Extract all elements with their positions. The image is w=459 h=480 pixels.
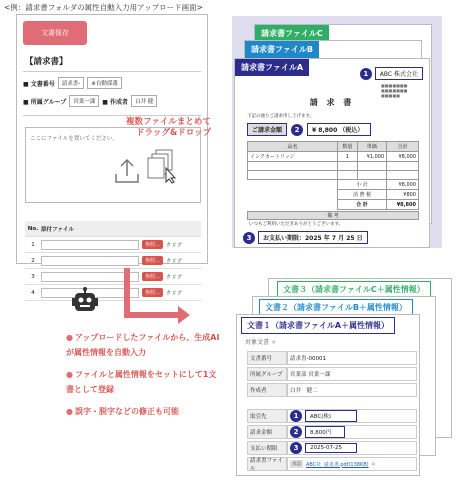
field-value[interactable] [287, 425, 417, 439]
col-qty: 数量 [338, 142, 358, 152]
item-price: ¥1,000 [357, 152, 386, 162]
total-label: 合 計 [338, 200, 387, 210]
item-row [248, 152, 419, 162]
doc-number-select[interactable]: 請求書- [58, 77, 85, 89]
company-name: ABC 株式会社 [375, 67, 423, 80]
table-header [25, 221, 201, 237]
group-select[interactable]: 営業一課 [69, 95, 99, 107]
robot-icon [70, 286, 100, 316]
file-input[interactable] [41, 240, 139, 250]
header-no: No. [27, 225, 39, 232]
result-doc-3-tab: 文書３（請求書ファイルC＋属性情報） [277, 281, 431, 298]
subtotal-value: ¥8,000 [387, 180, 419, 190]
table-row [25, 237, 201, 253]
doc-number-auto: ※自動採番 [87, 77, 122, 89]
author-select[interactable]: 白井 健 [131, 95, 157, 107]
row-no: 1 [31, 241, 35, 248]
field-label: 作成者 [247, 383, 287, 397]
browse-button[interactable]: 参照... [142, 240, 163, 249]
invoice-a [234, 58, 430, 248]
total-row [248, 200, 419, 210]
group-row [23, 95, 157, 107]
table-row [25, 269, 201, 285]
caption: <例：請求書フォルダの属性自動入力用アップロード画面> [4, 3, 203, 12]
amount-value: ¥ 8,800 （税込） [307, 123, 371, 136]
browse-button[interactable]: 参照... [142, 256, 163, 265]
table-row [25, 285, 201, 301]
table-row [25, 253, 201, 269]
field-label: 支払い期限 [247, 441, 287, 455]
target-doc-label: 対象文書 ★ [245, 339, 277, 346]
col-name: 品名 [248, 142, 338, 152]
empty-row [248, 162, 419, 171]
total-value: ¥8,800 [387, 200, 419, 210]
save-button[interactable]: 文書保存 [23, 21, 87, 45]
field-value: 白井 健二 [287, 383, 417, 397]
invoice-title: 請 求 書 [309, 98, 355, 107]
badge-2: 2 [290, 426, 302, 438]
tax-value: ¥800 [387, 190, 419, 200]
due-date: お支払い期限：2025 年 7 月 25 日 [258, 231, 368, 244]
row-no: 4 [31, 289, 35, 296]
item-name: インクカートリッジ [248, 152, 338, 162]
drag-drop-label [126, 117, 211, 139]
company-field [360, 67, 423, 80]
result-doc-1 [236, 314, 420, 476]
flow-arrow [124, 268, 130, 318]
badge-2: 2 [291, 124, 303, 136]
remarks-header: 備 考 [247, 211, 419, 220]
field-label: 取引先 [247, 409, 287, 423]
approval-tag: 承認 [292, 462, 301, 467]
result-doc-1-tab: 文書１（請求書ファイルA＋属性情報） [241, 317, 395, 334]
author-label: ■ 作成者 [102, 98, 129, 106]
col-price: 単価 [357, 142, 386, 152]
star-icon[interactable]: ★ [270, 339, 277, 346]
tax-row [248, 190, 419, 200]
badge-1: 1 [360, 68, 372, 80]
item-total: ¥8,000 [387, 152, 419, 162]
drag-label-line: 複数ファイルまとめて [126, 117, 211, 127]
clear-button[interactable]: クリア [165, 290, 183, 297]
header-file: 添付ファイル [41, 226, 74, 233]
bullet-item: ● アップロードしたファイルから、生成AIが属性情報を自動入力 [66, 333, 220, 357]
subtotal-label: 小 計 [338, 180, 387, 190]
invoice-c-tab: 請求書ファイルC [255, 25, 329, 42]
subtotal-row [248, 180, 419, 190]
search-icon[interactable]: ⌕ [371, 459, 376, 468]
clear-button[interactable]: クリア [165, 258, 183, 265]
file-input[interactable] [41, 256, 139, 266]
doc-number-row [23, 77, 122, 89]
doc-number-label: ■ 文書番号 [23, 80, 55, 88]
result-field [247, 367, 417, 381]
field-value [287, 457, 417, 471]
result-field [247, 351, 417, 365]
flow-arrow-head [178, 306, 190, 324]
items-header [248, 142, 419, 152]
result-field [247, 425, 417, 439]
amount-value: 8,800円 [305, 426, 345, 438]
result-doc-2-tab: 文書２（請求書ファイルB＋属性情報） [259, 299, 413, 316]
field-value: 請求書-00001 [287, 351, 417, 365]
due-date-value: 2025-07-25 [305, 443, 357, 453]
flow-arrow [124, 312, 180, 318]
result-field [247, 441, 417, 455]
file-link[interactable]: ABC社_請求書.pdf(138KB) [306, 461, 369, 468]
due-field [243, 231, 368, 244]
invoice-intro: 下記の通りご請求申し上げます。 [247, 114, 315, 119]
clear-button[interactable]: クリア [165, 274, 183, 281]
amount-field [247, 123, 371, 136]
company-address: ■■■■■■■ ■■■■■■■ ■■■■■ [381, 83, 408, 98]
field-label: 請求書ファイル [247, 457, 287, 471]
result-field [247, 457, 417, 471]
invoice-items-table [247, 141, 419, 210]
invoice-b-tab: 請求書ファイルB [245, 41, 319, 58]
field-label: 請求金額 [247, 425, 287, 439]
browse-button[interactable]: 参照... [142, 288, 163, 297]
empty-row [248, 171, 419, 180]
row-no: 3 [31, 273, 35, 280]
files-cursor-icon [146, 148, 182, 184]
bullet-item: ● ファイルと属性情報をセットにして1文書として登録 [66, 370, 217, 394]
invoice-panel [232, 16, 442, 248]
invoice-a-tab: 請求書ファイルA [235, 59, 309, 76]
field-value: 営業部 営業一課 [287, 367, 417, 381]
remarks-text: いつもご利用いただきありがとうございます。 [249, 222, 344, 227]
result-field [247, 383, 417, 397]
badge-3: 3 [243, 232, 255, 244]
browse-button[interactable]: 参照... [142, 272, 163, 281]
group-label: ■ 所属グループ [23, 98, 67, 106]
divider [23, 115, 201, 116]
attachment-table [25, 221, 201, 301]
drop-zone-text: ここにファイルを置いてください。 [30, 136, 118, 142]
badge-3: 3 [290, 442, 302, 454]
badge-1: 1 [290, 410, 302, 422]
result-field [247, 409, 417, 423]
bullet-item: ● 誤字・脱字などの修正も可能 [66, 407, 179, 416]
divider [23, 71, 201, 72]
clear-button[interactable]: クリア [165, 242, 183, 249]
item-qty: 1 [338, 152, 358, 162]
drag-label-line: ドラッグ&ドロップ [136, 128, 212, 138]
row-no: 2 [31, 257, 35, 264]
field-label: 文書番号 [247, 351, 287, 365]
field-value[interactable] [287, 409, 417, 423]
upload-icon [112, 156, 142, 186]
upload-form [16, 14, 208, 297]
col-total: 合計 [387, 142, 419, 152]
field-label: 所属グループ [247, 367, 287, 381]
amount-label: ご請求金額 [247, 123, 287, 136]
form-title: 【請求書】 [25, 57, 68, 67]
tax-label: 消 費 税 [338, 190, 387, 200]
ai-bullets [66, 330, 224, 426]
vendor-value: ABC(株) [305, 410, 357, 422]
field-value[interactable] [287, 441, 417, 455]
